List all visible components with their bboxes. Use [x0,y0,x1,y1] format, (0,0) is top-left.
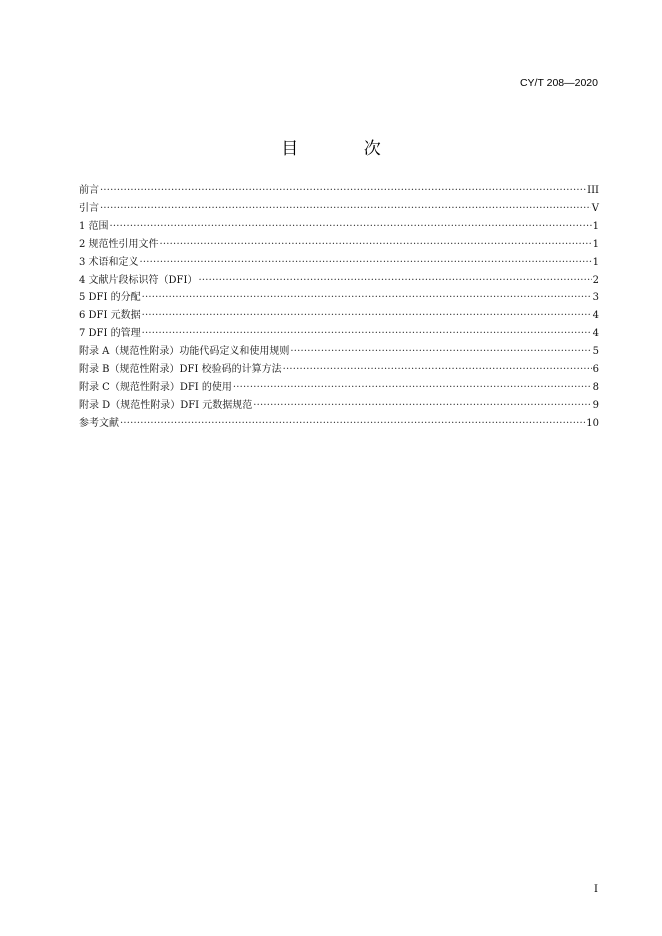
standard-number: CY/T 208—2020 [519,77,598,89]
toc-entry-page: 1 [592,220,599,232]
toc-entry-label: 参考文献 [79,417,119,429]
toc-entry-page: 9 [592,399,599,411]
toc-entry-label: 4 文献片段标识符（DFI） [79,274,198,286]
toc-entry-label: 附录 B（规范性附录）DFI 校验码的计算方法 [79,364,282,376]
toc-entry-label: 5 DFI 的分配 [79,292,141,304]
toc-entry-label: 附录 D（规范性附录）DFI 元数据规范 [79,399,253,411]
toc-entry[interactable] [79,218,599,236]
toc-leader-dots [140,254,592,272]
toc-leader-dots [160,236,592,254]
toc-leader-dots [142,289,592,307]
toc-entry[interactable] [79,289,599,307]
toc-entry[interactable] [79,343,599,361]
toc-entry-page: III [587,185,599,196]
toc-entry[interactable] [79,361,599,379]
toc-leader-dots [110,218,592,236]
toc-entry-page: 2 [592,274,599,286]
toc-entry-page: 1 [592,238,599,250]
toc-entry[interactable] [79,236,599,254]
toc-entry[interactable] [79,415,599,433]
toc-leader-dots [290,343,591,361]
toc-entry[interactable] [79,379,599,397]
toc-entry-label: 附录 A（规范性附录）功能代码定义和使用规则 [79,346,290,358]
page-title: 目 次 [281,139,411,159]
toc-entry-page: 8 [592,381,599,393]
toc-entry[interactable] [79,325,599,343]
table-of-contents [79,182,599,433]
toc-leader-dots [120,415,585,433]
toc-entry-label: 3 术语和定义 [79,256,139,268]
toc-entry-page: 6 [592,364,599,376]
toc-entry-page: 1 [592,256,599,268]
toc-leader-dots [253,397,591,415]
toc-entry[interactable] [79,182,599,200]
toc-leader-dots [142,307,592,325]
toc-leader-dots [198,272,591,290]
toc-leader-dots [100,182,586,200]
toc-entry-label: 7 DFI 的管理 [79,328,141,340]
toc-entry[interactable] [79,397,599,415]
toc-leader-dots [233,379,592,397]
toc-entry-page: V [591,202,599,214]
toc-leader-dots [283,361,592,379]
toc-entry[interactable] [79,254,599,272]
toc-leader-dots [100,200,591,218]
toc-entry-label: 引言 [79,202,99,214]
toc-entry-page: 10 [586,417,599,429]
toc-entry[interactable] [79,200,599,218]
toc-entry-label: 前言 [79,185,99,196]
toc-entry[interactable] [79,272,599,290]
toc-entry-label: 2 规范性引用文件 [79,238,159,250]
toc-leader-dots [142,325,592,343]
page-number: I [594,884,598,895]
toc-entry-label: 6 DFI 元数据 [79,310,141,322]
toc-entry[interactable] [79,307,599,325]
toc-entry-label: 附录 C（规范性附录）DFI 的使用 [79,381,232,393]
toc-entry-page: 3 [592,292,599,304]
toc-entry-label: 1 范围 [79,220,109,232]
toc-entry-page: 4 [592,310,599,322]
toc-entry-page: 5 [592,346,599,358]
toc-entry-page: 4 [592,328,599,340]
